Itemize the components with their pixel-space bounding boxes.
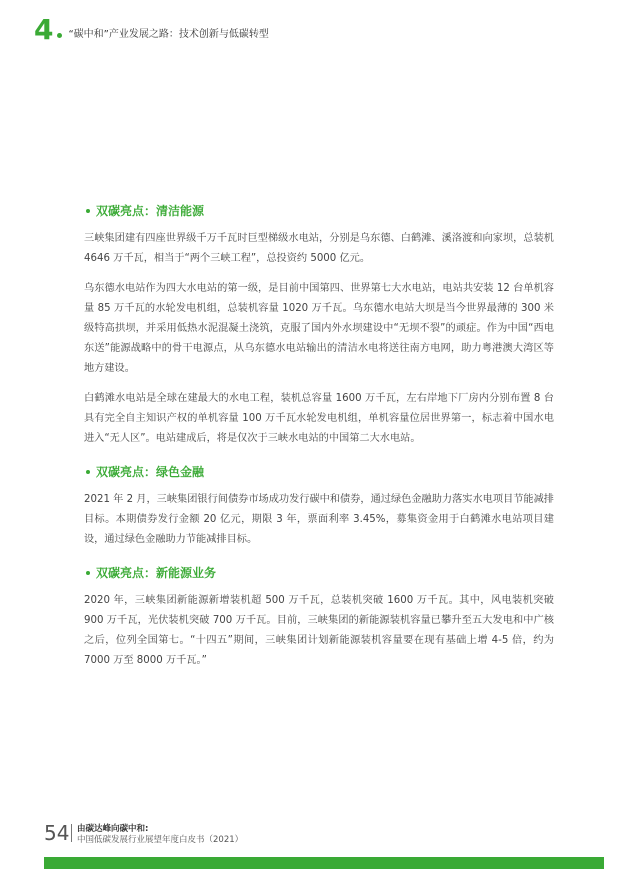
section-title-text: 双碳亮点：新能源业务 [96,566,217,580]
book-subtitle: 中国低碳发展行业展望年度白皮书（2021） [77,835,244,845]
bullet-dot-icon [86,470,90,474]
footer-divider [71,824,72,842]
paragraph: 三峡集团建有四座世界级千万千瓦时巨型梯级水电站，分别是乌东德、白鹤滩、溪洛渡和向家坝，总装机 4646 万千瓦，相当于“两个三峡工程”，总投资约 5000 亿元。 [84,233,554,264]
bullet-dot-icon [86,571,90,575]
section-new-energy [84,564,554,671]
page-number: 54 [44,821,70,845]
section-title [84,463,554,480]
book-title: 由碳达峰向碳中和: [77,824,149,834]
bullet-dot-icon [86,209,90,213]
paragraph: 2021 年 2 月，三峡集团银行间债券市场成功发行碳中和债券，通过绿色金融助力落实水电项目节能减排目标。本期债券发行金额 20 亿元，期限 3 年，票面利率 3.45%，募集资金用于白鹤滩水电站项目建设，通过绿色金融助力节能减排目标。 [84,494,554,545]
paragraph: 乌东德水电站作为四大水电站的第一级，是目前中国第四、世界第七大水电站，电站共安装 12 台单机容量 85 万千瓦的水轮发电机组，总装机容量 1020 万千瓦。乌东德水电站大坝是当今世界最薄的 300 米级特高拱坝，并采用低热水泥混凝土浇筑，克服了国内外水坝建设中“无坝不裂”的顽症。作为中国“西电东送”能源战略中的骨干电源点，从乌东德水电站输出的清洁水电将送往南方电网，助力粤港澳大湾区等地方建设。 [84,283,554,374]
section-title-text: 双碳亮点：绿色金融 [96,465,205,479]
page-header [34,13,269,46]
paragraph: 2020 年，三峡集团新能源新增装机超 500 万千瓦，总装机突破 1600 万千瓦。其中，风电装机突破 900 万千瓦，光伏装机突破 700 万千瓦。目前，三峡集团的新能源装机容量已攀升至五大发电和中广核之后，位列全国第七。“十四五”期间，三峡集团计划新能源装机容量要在现有基础上增 4-5 倍，约为 7000 万至 8000 万千瓦。” [84,595,554,666]
page-footer [44,821,604,869]
chapter-number: 4 [34,13,54,46]
paragraph: 白鹤滩水电站是全球在建最大的水电工程，装机总容量 1600 万千瓦，左右岸地下厂房内分别布置 8 台具有完全自主知识产权的单机容量 100 万千瓦水轮发电机组，单机容量位居世界第一，标志着中国水电进入“无人区”。电站建成后，将是仅次于三峡水电站的中国第二大水电站。 [84,393,554,444]
section-title-text: 双碳亮点：清洁能源 [96,204,205,218]
section-clean-energy [84,202,554,449]
section-green-finance [84,463,554,550]
chapter-title: “碳中和”产业发展之路：技术创新与低碳转型 [68,28,269,40]
chapter-dot-icon [57,33,62,38]
footer-accent-bar [44,857,604,869]
main-content [84,202,554,685]
section-title [84,564,554,581]
section-title [84,202,554,219]
